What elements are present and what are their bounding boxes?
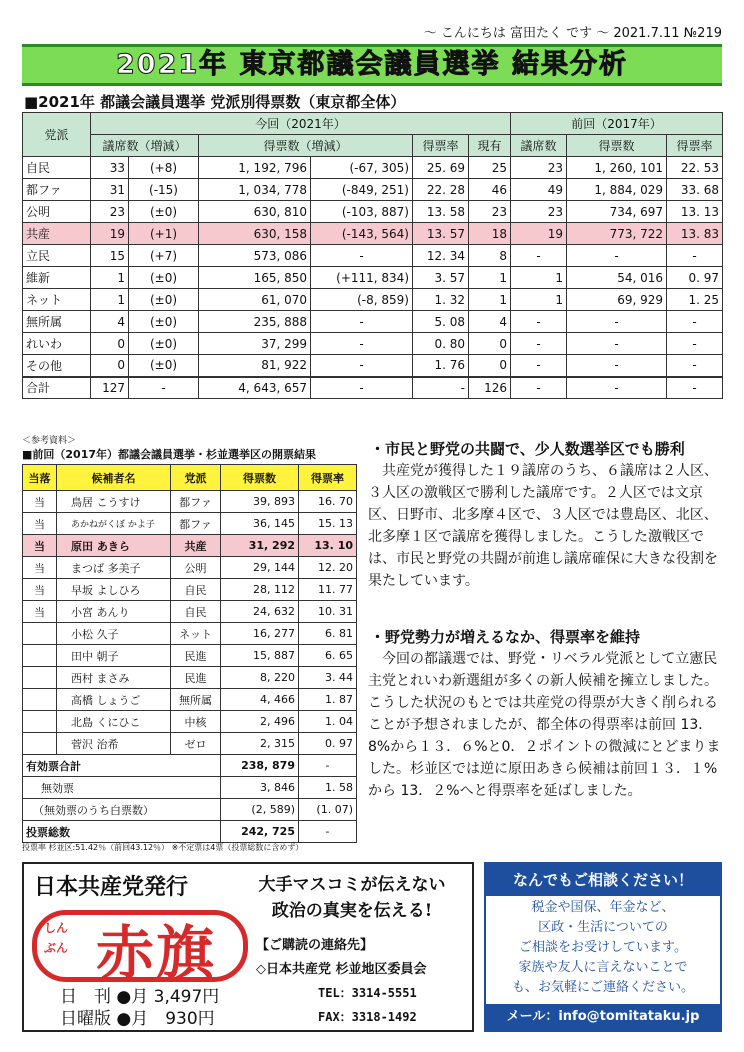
table-row [23, 311, 723, 333]
table-cell [23, 667, 57, 689]
table-cell: - [567, 311, 667, 333]
table-cell: 3. 44 [299, 667, 357, 689]
header-votes: 得票数（増減） [199, 135, 413, 157]
daily-price: 日 刊 ●月 3,497円 [60, 987, 220, 1007]
table-cell: - [567, 377, 667, 399]
table-cell: 1. 76 [413, 355, 469, 377]
table-cell: 維新 [23, 267, 91, 289]
table-cell: 当 [23, 513, 57, 535]
suginami-results-table [22, 464, 357, 843]
table-row [23, 245, 723, 267]
table-cell: 36, 145 [221, 513, 299, 535]
table-cell: - [311, 333, 413, 355]
table-cell: 126 [469, 377, 511, 399]
table-cell: 37, 299 [199, 333, 311, 355]
table-cell: 33 [91, 157, 129, 179]
table-cell: 1 [511, 267, 567, 289]
table-cell: 29, 144 [221, 557, 299, 579]
table-cell: (-143, 564) [311, 223, 413, 245]
table-cell: 立民 [23, 245, 91, 267]
blank-votes-label: （無効票のうち白票数） [23, 799, 221, 821]
invalid-votes: 3, 846 [221, 777, 299, 799]
table-cell: 0 [91, 355, 129, 377]
table-cell: 当 [23, 491, 57, 513]
table-cell: 0. 97 [299, 733, 357, 755]
table-cell: 当 [23, 601, 57, 623]
table-cell: 6. 65 [299, 645, 357, 667]
table-cell: 8 [469, 245, 511, 267]
table-cell: 1 [469, 267, 511, 289]
table-cell: - [511, 377, 567, 399]
table-cell: 0 [91, 333, 129, 355]
header-prev-seats: 議席数 [511, 135, 567, 157]
table-row [23, 201, 723, 223]
reference-note: ＜参考資料＞ [22, 436, 77, 446]
consult-heading: なんでもご相談ください！ [486, 864, 720, 896]
table-cell: - [311, 355, 413, 377]
table-cell: 早坂 よしひろ [57, 579, 171, 601]
table-cell: 49 [511, 179, 567, 201]
party-results-table [22, 112, 723, 399]
table-cell: 無所属 [171, 689, 221, 711]
table-cell: (+8) [129, 157, 199, 179]
section2-heading: ・野党勢力が増えるなか、得票率を維持 [370, 628, 641, 646]
table-cell: 当 [23, 535, 57, 557]
table-cell: 46 [469, 179, 511, 201]
logo-small-line1: しん [44, 921, 69, 935]
table-cell: 菅沢 治希 [57, 733, 171, 755]
table-cell: 61, 070 [199, 289, 311, 311]
table-cell: 33. 68 [667, 179, 723, 201]
table-row [23, 513, 357, 535]
table-cell: 81, 922 [199, 355, 311, 377]
table-cell: - [667, 377, 723, 399]
header-current: 今回（2021年） [91, 113, 511, 135]
table-cell: (-15) [129, 179, 199, 201]
table-cell: (+111, 834) [311, 267, 413, 289]
ad-slogan-line1: 大手マスコミが伝えない [258, 875, 446, 895]
table-row [23, 579, 357, 601]
table-cell: 4, 466 [221, 689, 299, 711]
table-cell: 4 [469, 311, 511, 333]
table-cell: 69, 929 [567, 289, 667, 311]
table-cell: 16. 70 [299, 491, 357, 513]
table-row [23, 601, 357, 623]
table-cell: 1. 04 [299, 711, 357, 733]
table-cell: (±0) [129, 201, 199, 223]
header-incumbent: 現有 [469, 135, 511, 157]
table-cell: (±0) [129, 333, 199, 355]
table-cell: - [511, 311, 567, 333]
ad-publisher: 日本共産党発行 [34, 874, 189, 900]
table-cell: 12. 20 [299, 557, 357, 579]
table-cell: 22. 53 [667, 157, 723, 179]
table-cell: 西村 まさみ [57, 667, 171, 689]
invalid-rate: 1. 58 [299, 777, 357, 799]
header-rate: 得票率 [299, 465, 357, 491]
table-cell: 北島 くにひこ [57, 711, 171, 733]
table-row [23, 645, 357, 667]
invalid-votes-label: 無効票 [23, 777, 221, 799]
header-prev-votes: 得票数 [567, 135, 667, 157]
table-cell [23, 689, 57, 711]
table-cell: (±0) [129, 289, 199, 311]
email-link[interactable]: メール：info@tomitataku.jp [486, 1004, 720, 1030]
table-cell: 1. 87 [299, 689, 357, 711]
logo-small-line2: ぶん [44, 941, 69, 955]
table-cell: 31, 292 [221, 535, 299, 557]
table-cell: 8, 220 [221, 667, 299, 689]
table-cell: 1, 034, 778 [199, 179, 311, 201]
table-cell: まつば 多美子 [57, 557, 171, 579]
table-cell: 573, 086 [199, 245, 311, 267]
table-row [23, 333, 723, 355]
table-cell: (-67, 305) [311, 157, 413, 179]
table-cell: 25 [469, 157, 511, 179]
table-cell: - [567, 355, 667, 377]
table-row [23, 157, 723, 179]
total-rate: - [299, 821, 357, 843]
table-cell: 0 [469, 355, 511, 377]
akahata-logo-small [44, 918, 68, 958]
table-cell: 734, 697 [567, 201, 667, 223]
table-cell: 15. 13 [299, 513, 357, 535]
table-cell: 25. 69 [413, 157, 469, 179]
table-row [23, 223, 723, 245]
table-cell: 13. 58 [413, 201, 469, 223]
table-cell: 31 [91, 179, 129, 201]
sunday-price: 日曜版 ●月 930円 [60, 1009, 215, 1029]
table-row [23, 535, 357, 557]
table-cell: 1 [91, 267, 129, 289]
table-row [23, 711, 357, 733]
table-cell: ゼロ [171, 733, 221, 755]
table-cell: その他 [23, 355, 91, 377]
table-cell: 5. 08 [413, 311, 469, 333]
table-row [23, 377, 723, 399]
consult-line: 税金や国保、年金など、 [531, 900, 675, 915]
table-cell: - [129, 377, 199, 399]
table-cell: 22. 28 [413, 179, 469, 201]
table-cell: 127 [91, 377, 129, 399]
consult-line: も、お気軽にご連絡ください。 [511, 980, 694, 995]
phone-number[interactable]: TEL：3314-5551 [318, 986, 417, 1000]
table-row [23, 689, 357, 711]
table-cell: 23 [511, 157, 567, 179]
table-cell: - [311, 311, 413, 333]
table-cell: 都ファ [171, 491, 221, 513]
table-cell: 1. 32 [413, 289, 469, 311]
table-cell: 630, 810 [199, 201, 311, 223]
table-cell: 自民 [171, 579, 221, 601]
table-cell: 13. 57 [413, 223, 469, 245]
table-cell: 12. 34 [413, 245, 469, 267]
table-cell: 0. 97 [667, 267, 723, 289]
table-cell: (+7) [129, 245, 199, 267]
table-cell: 13. 13 [667, 201, 723, 223]
table-row [23, 289, 723, 311]
table-cell: 高橋 しょうご [57, 689, 171, 711]
table-cell: - [667, 311, 723, 333]
table-cell: 630, 158 [199, 223, 311, 245]
table-cell: 1, 884, 029 [567, 179, 667, 201]
table-cell: ネット [171, 623, 221, 645]
table-cell: - [667, 333, 723, 355]
table-cell: 1, 192, 796 [199, 157, 311, 179]
table-cell: - [413, 377, 469, 399]
consult-line: ご相談をお受けしています。 [519, 940, 687, 955]
table-cell: ネット [23, 289, 91, 311]
table-cell: (+1) [129, 223, 199, 245]
valid-rate: - [299, 755, 357, 777]
valid-votes-label: 有効票合計 [23, 755, 221, 777]
table-cell: 都ファ [23, 179, 91, 201]
table-cell: (±0) [129, 267, 199, 289]
valid-votes: 238, 879 [221, 755, 299, 777]
table-cell: 6. 81 [299, 623, 357, 645]
table-cell: 合計 [23, 377, 91, 399]
table-cell: 4 [91, 311, 129, 333]
table-cell: れいわ [23, 333, 91, 355]
table-cell: 773, 722 [567, 223, 667, 245]
table-cell: 当 [23, 579, 57, 601]
table-cell: 23 [469, 201, 511, 223]
table-cell: 235, 888 [199, 311, 311, 333]
table-row [23, 491, 357, 513]
table-cell: 19 [91, 223, 129, 245]
table-cell: 4, 643, 657 [199, 377, 311, 399]
table-cell: 10. 31 [299, 601, 357, 623]
table-row [23, 179, 723, 201]
blank-rate: (1. 07) [299, 799, 357, 821]
table-cell: 小松 久子 [57, 623, 171, 645]
table-cell: 165, 850 [199, 267, 311, 289]
table-cell: 11. 77 [299, 579, 357, 601]
header-result: 当落 [23, 465, 57, 491]
header-greeting: ～ こんにちは 富田たく です ～ 2021.7.11 №219 [423, 26, 722, 41]
table-cell: 23 [511, 201, 567, 223]
table-row [23, 267, 723, 289]
table-cell: 自民 [171, 601, 221, 623]
table-cell: (-8, 859) [311, 289, 413, 311]
table-row [23, 355, 723, 377]
table-cell: (-103, 887) [311, 201, 413, 223]
table-cell: 28, 112 [221, 579, 299, 601]
table-cell: 23 [91, 201, 129, 223]
table-cell: (±0) [129, 311, 199, 333]
table-cell: 都ファ [171, 513, 221, 535]
section1-body: 共産党が獲得した１９議席のうち、６議席は２人区、３人区の激戦区で勝利した議席です。２人区では文京区、日野市、北多摩４区で、３人区では豊島区、北区、北多摩１区で議席を獲得しました。こうした激戦区では、市民と野党の共闘が前進し議席確保に大きな役割を果たしています。 [368, 463, 718, 589]
table-cell [23, 623, 57, 645]
table-cell: - [311, 245, 413, 267]
header-previous: 前回（2017年） [511, 113, 723, 135]
table-cell: - [511, 333, 567, 355]
table-cell: 無所属 [23, 311, 91, 333]
consult-line: 区政・生活についての [538, 920, 668, 935]
table-row [23, 667, 357, 689]
table1-caption: ■2021年 都議会議員選挙 党派別得票数（東京都全体） [24, 93, 406, 111]
subscribe-org: ◇日本共産党 杉並地区委員会 [256, 962, 427, 977]
table-cell: 原田 あきら [57, 535, 171, 557]
table-cell [23, 711, 57, 733]
turnout-note: 投票率 杉並区:51.42％（前回43.12％） ※不定票は4票（投票総数に含めず） [22, 843, 304, 852]
blank-votes: (2, 589) [221, 799, 299, 821]
table-cell: 当 [23, 557, 57, 579]
table-cell: 16, 277 [221, 623, 299, 645]
table-cell: 54, 016 [567, 267, 667, 289]
section1-heading: ・市民と野党の共闘で、少人数選挙区でも勝利 [370, 440, 685, 458]
fax-number: FAX：3318-1492 [318, 1010, 417, 1024]
table-cell: 1. 25 [667, 289, 723, 311]
table-cell [23, 733, 57, 755]
table-row [23, 733, 357, 755]
header-rate: 得票率 [413, 135, 469, 157]
table-cell: 2, 496 [221, 711, 299, 733]
table2-caption: ■前回（2017年）都議会議員選挙・杉並選挙区の開票結果 [22, 448, 317, 461]
table-cell: 24, 632 [221, 601, 299, 623]
ad-slogan [234, 872, 470, 924]
table-cell: 2, 315 [221, 733, 299, 755]
consult-line: 家族や友人に言えないことで [518, 960, 688, 975]
table-cell: - [511, 355, 567, 377]
table-row [23, 557, 357, 579]
ad-slogan-line2: 政治の真実を伝える! [271, 901, 433, 921]
table-cell: 共産 [23, 223, 91, 245]
table-cell: 15, 887 [221, 645, 299, 667]
table-cell: 小宮 あんり [57, 601, 171, 623]
table-cell: - [511, 245, 567, 267]
table-cell: 0. 80 [413, 333, 469, 355]
total-votes: 242, 725 [221, 821, 299, 843]
table-cell: - [667, 355, 723, 377]
subscribe-heading: 【ご購読の連絡先】 [256, 938, 374, 953]
table-cell: 15 [91, 245, 129, 267]
header-candidate: 候補者名 [57, 465, 171, 491]
table-cell: - [567, 245, 667, 267]
table-cell: 1 [91, 289, 129, 311]
table-cell: 民進 [171, 645, 221, 667]
header-party: 党派 [23, 113, 91, 157]
table-cell: 18 [469, 223, 511, 245]
table-cell: 中核 [171, 711, 221, 733]
table-cell: 39, 893 [221, 491, 299, 513]
consult-body [486, 898, 720, 998]
table-cell: 0 [469, 333, 511, 355]
table-cell: 田中 朝子 [57, 645, 171, 667]
section2-body: 今回の都議選では、野党・リベラル党派として立憲民主党とれいわ新選組が多くの新人候補を擁立しました。こうした状況のもとでは共産党の得票が大きく削られることが予想されましたが、都全体の得票率は前回 13．8%から１３．６%と0．２ポイントの微減にとどまりました。杉並区では逆に原田あきら候補は前回１３．１%から 13．２%へと得票率を延ばしました。 [368, 651, 721, 799]
header-party: 党派 [171, 465, 221, 491]
table-cell: - [667, 245, 723, 267]
header-votes: 得票数 [221, 465, 299, 491]
table-cell: - [567, 333, 667, 355]
table-row [23, 623, 357, 645]
table-cell: 自民 [23, 157, 91, 179]
table-cell: (-849, 251) [311, 179, 413, 201]
table-cell: - [311, 377, 413, 399]
total-votes-label: 投票総数 [23, 821, 221, 843]
table-cell: 1 [469, 289, 511, 311]
table-cell: 19 [511, 223, 567, 245]
header-prev-rate: 得票率 [667, 135, 723, 157]
table-cell: (±0) [129, 355, 199, 377]
table-cell: 鳥居 こうすけ [57, 491, 171, 513]
table-cell: 3. 57 [413, 267, 469, 289]
table-cell: 13. 10 [299, 535, 357, 557]
table-cell: 共産 [171, 535, 221, 557]
table-cell: 民進 [171, 667, 221, 689]
table-cell: 公明 [171, 557, 221, 579]
table-cell: 13. 83 [667, 223, 723, 245]
table-cell: 公明 [23, 201, 91, 223]
table-cell: あかねがくぼ かよ子 [57, 513, 171, 535]
table-cell: 1 [511, 289, 567, 311]
table-cell [23, 645, 57, 667]
header-seats: 議席数（増減） [91, 135, 199, 157]
page-title: 2021年 東京都議会議員選挙 結果分析 [22, 44, 722, 86]
table-cell: 1, 260, 101 [567, 157, 667, 179]
akahata-logo-main: 赤旗 [96, 919, 217, 987]
